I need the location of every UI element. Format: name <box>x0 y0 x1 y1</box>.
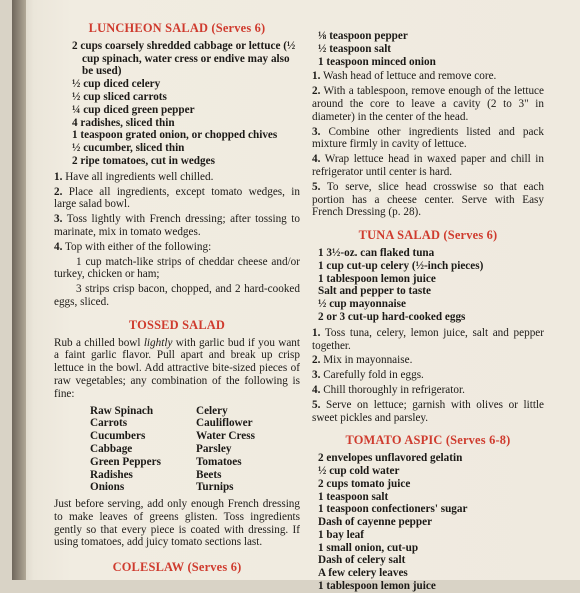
ingredient-item: 1 small onion, cut-up <box>318 541 419 554</box>
vegetable-item: Water Cress <box>196 430 255 443</box>
step-text: Combine other ingredients listed and pack mixture firmly in cavity of lettuce. <box>312 125 544 151</box>
ingredient-item: 1 teaspoon salt <box>318 490 389 503</box>
vegetable-column-2 <box>196 405 296 495</box>
step-text: Chill thoroughly in refrigerator. <box>323 383 465 396</box>
tuna-steps <box>312 327 544 425</box>
ingredient-item: 4 radishes, sliced thin <box>72 116 175 129</box>
ingredient-item: ½ cup mayonnaise <box>318 298 406 311</box>
ingredient-item: 2 or 3 cut-up hard-cooked eggs <box>318 310 466 323</box>
ingredient-item: 1 3½-oz. can flaked tuna <box>318 246 435 259</box>
step-item <box>54 241 300 254</box>
ingredient-item: 2 cups coarsely shredded cabbage or lettuce (½ cup spinach, water cress or endive may also be used) <box>72 39 296 78</box>
ingredient-item: ½ cucumber, sliced thin <box>72 142 185 155</box>
vegetable-item: Celery <box>196 404 228 417</box>
step-number: 2. <box>312 354 321 367</box>
ingredient-item: 2 ripe tomatoes, cut in wedges <box>72 154 215 167</box>
vegetable-list <box>90 405 300 495</box>
topping-option: 3 strips crisp bacon, chopped, and 2 hard-cooked eggs, sliced. <box>54 283 300 308</box>
tossed-intro <box>54 337 300 401</box>
ingredient-item: 1 tablespoon lemon juice <box>318 580 436 593</box>
step-text: To serve, slice head crosswise so that each portion has a cheese center. Serve with Easy French Dressing (p. 28). <box>312 180 544 219</box>
book-spine <box>12 0 26 580</box>
ingredient-item: ⅛ teaspoon pepper <box>318 30 408 42</box>
ingredient-item: 1 teaspoon minced onion <box>318 55 436 68</box>
ingredient-item: 1 bay leaf <box>318 528 364 541</box>
ingredient-item: Dash of cayenne pepper <box>318 516 433 529</box>
step-text: Top with either of the following: <box>65 240 212 253</box>
ingredient-item: ¼ cup diced green pepper <box>72 103 195 116</box>
step-item <box>312 85 544 123</box>
step-item <box>54 186 300 212</box>
step-text: Place all ingredients, except tomato wedges, in large salad bowl. <box>54 185 301 211</box>
tossed-salad-title: TOSSED SALAD <box>128 317 226 332</box>
step-number: 3. <box>312 369 321 382</box>
step-text: Serve on lettuce; garnish with olives or little sweet pickles and parsley. <box>312 398 545 424</box>
step-item <box>312 70 544 83</box>
ingredient-item: Salt and pepper to taste <box>318 285 431 298</box>
step-text: Carefully fold in eggs. <box>323 369 424 382</box>
vegetable-item: Cucumbers <box>90 430 146 443</box>
vegetable-column-1 <box>90 405 190 495</box>
luncheon-ingredients <box>54 40 300 168</box>
tossed-intro-emphasis: lightly <box>143 336 173 349</box>
ingredient-item: ½ cup diced celery <box>72 78 161 91</box>
step-number: 3. <box>312 125 321 138</box>
step-item <box>312 354 544 367</box>
ingredient-item: 1 teaspoon grated onion, or chopped chives <box>72 129 278 142</box>
luncheon-salad-title: LUNCHEON SALAD (Serves 6) <box>88 21 266 35</box>
step-number: 1. <box>54 170 63 183</box>
step-item <box>312 399 544 425</box>
step-item <box>312 126 544 152</box>
step-item <box>312 181 544 219</box>
step-number: 3. <box>54 213 63 226</box>
coleslaw-title: COLESLAW (Serves 6) <box>112 560 242 575</box>
step-item <box>54 171 300 184</box>
vegetable-item: Parsley <box>196 442 232 455</box>
vegetable-item: Cauliflower <box>196 417 253 430</box>
step-text: Have all ingredients well chilled. <box>65 170 214 183</box>
ingredient-item: 1 cup cut-up celery (½-inch pieces) <box>318 259 484 272</box>
step-item <box>54 213 300 239</box>
tuna-salad-title: TUNA SALAD (Serves 6) <box>358 228 498 243</box>
vegetable-item: Cabbage <box>90 442 133 455</box>
step-text: With a tablespoon, remove enough of the lettuce around the core to leave a cavity (2 to 3" in diameter) in the center of the head. <box>312 85 544 123</box>
cookbook-page <box>12 0 580 593</box>
right-column <box>312 30 544 593</box>
step-number: 4. <box>312 153 321 166</box>
step-text: Wrap lettuce head in waxed paper and chill in refrigerator until center is hard. <box>312 153 544 178</box>
tuna-ingredients <box>312 247 544 324</box>
step-text: Wash head of lettuce and remove core. <box>323 70 497 83</box>
vegetable-item: Tomatoes <box>196 455 242 468</box>
vegetable-item: Raw Spinach <box>90 404 154 417</box>
ingredient-item: 1 teaspoon confectioners' sugar <box>318 503 468 516</box>
continued-steps <box>312 70 544 219</box>
ingredient-item: 1 tablespoon lemon juice <box>318 272 436 285</box>
luncheon-options <box>54 256 300 309</box>
step-number: 5. <box>312 398 321 411</box>
tossed-intro-part1: Rub a chilled bowl <box>54 336 144 349</box>
left-column <box>54 20 300 579</box>
vegetable-item: Carrots <box>90 417 128 430</box>
step-number: 1. <box>312 70 321 83</box>
step-item <box>312 153 544 179</box>
step-item <box>312 369 544 382</box>
topping-option: 1 cup match-like strips of cheddar cheese and/or turkey, chicken or ham; <box>54 255 300 281</box>
tossed-outro: Just before serving, add only enough French dressing to make leaves of greens glisten. Toss ingredients gently so that every piece is coated with dressing. If using tomatoes, add juicy tomato sections last. <box>54 498 300 549</box>
vegetable-item: Radishes <box>90 468 133 481</box>
ingredient-item: 2 cups tomato juice <box>318 477 411 490</box>
step-number: 4. <box>312 383 321 396</box>
vegetable-item: Beets <box>196 468 222 481</box>
step-text: Toss tuna, celery, lemon juice, salt and pepper together. <box>312 326 544 352</box>
ingredient-item: Dash of celery salt <box>318 554 406 567</box>
step-text: Mix in mayonnaise. <box>323 354 413 367</box>
luncheon-steps <box>54 171 300 254</box>
step-number: 5. <box>312 180 321 193</box>
ingredient-item: ½ cup sliced carrots <box>72 90 167 103</box>
tomato-aspic-title: TOMATO ASPIC (Serves 6-8) <box>345 433 511 448</box>
step-number: 1. <box>312 326 321 339</box>
step-item <box>312 327 544 353</box>
aspic-ingredients <box>312 452 544 593</box>
ingredient-item: 2 envelopes unflavored gelatin <box>318 452 463 465</box>
step-number: 2. <box>54 185 63 198</box>
ingredient-item: ½ teaspoon salt <box>318 42 392 55</box>
step-item <box>312 384 544 397</box>
step-text: Toss lightly with French dressing; after tossing to marinate, mix in tomato wedges. <box>54 213 300 238</box>
vegetable-item: Green Peppers <box>90 455 161 468</box>
ingredient-item: A few celery leaves <box>318 567 408 580</box>
vegetable-item: Turnips <box>196 481 234 494</box>
tossed-intro-part2: with garlic bud if you want a faint garlic flavor. Pull apart and break up crisp lettuce in the bowl. Add attractive bite-sized pieces of raw vegetables; any combination of the following is fine: <box>54 336 301 400</box>
continued-ingredients <box>312 30 544 68</box>
step-number: 4. <box>54 240 63 253</box>
vegetable-item: Onions <box>90 481 125 494</box>
ingredient-item: ½ cup cold water <box>318 464 400 477</box>
step-number: 2. <box>312 85 321 98</box>
